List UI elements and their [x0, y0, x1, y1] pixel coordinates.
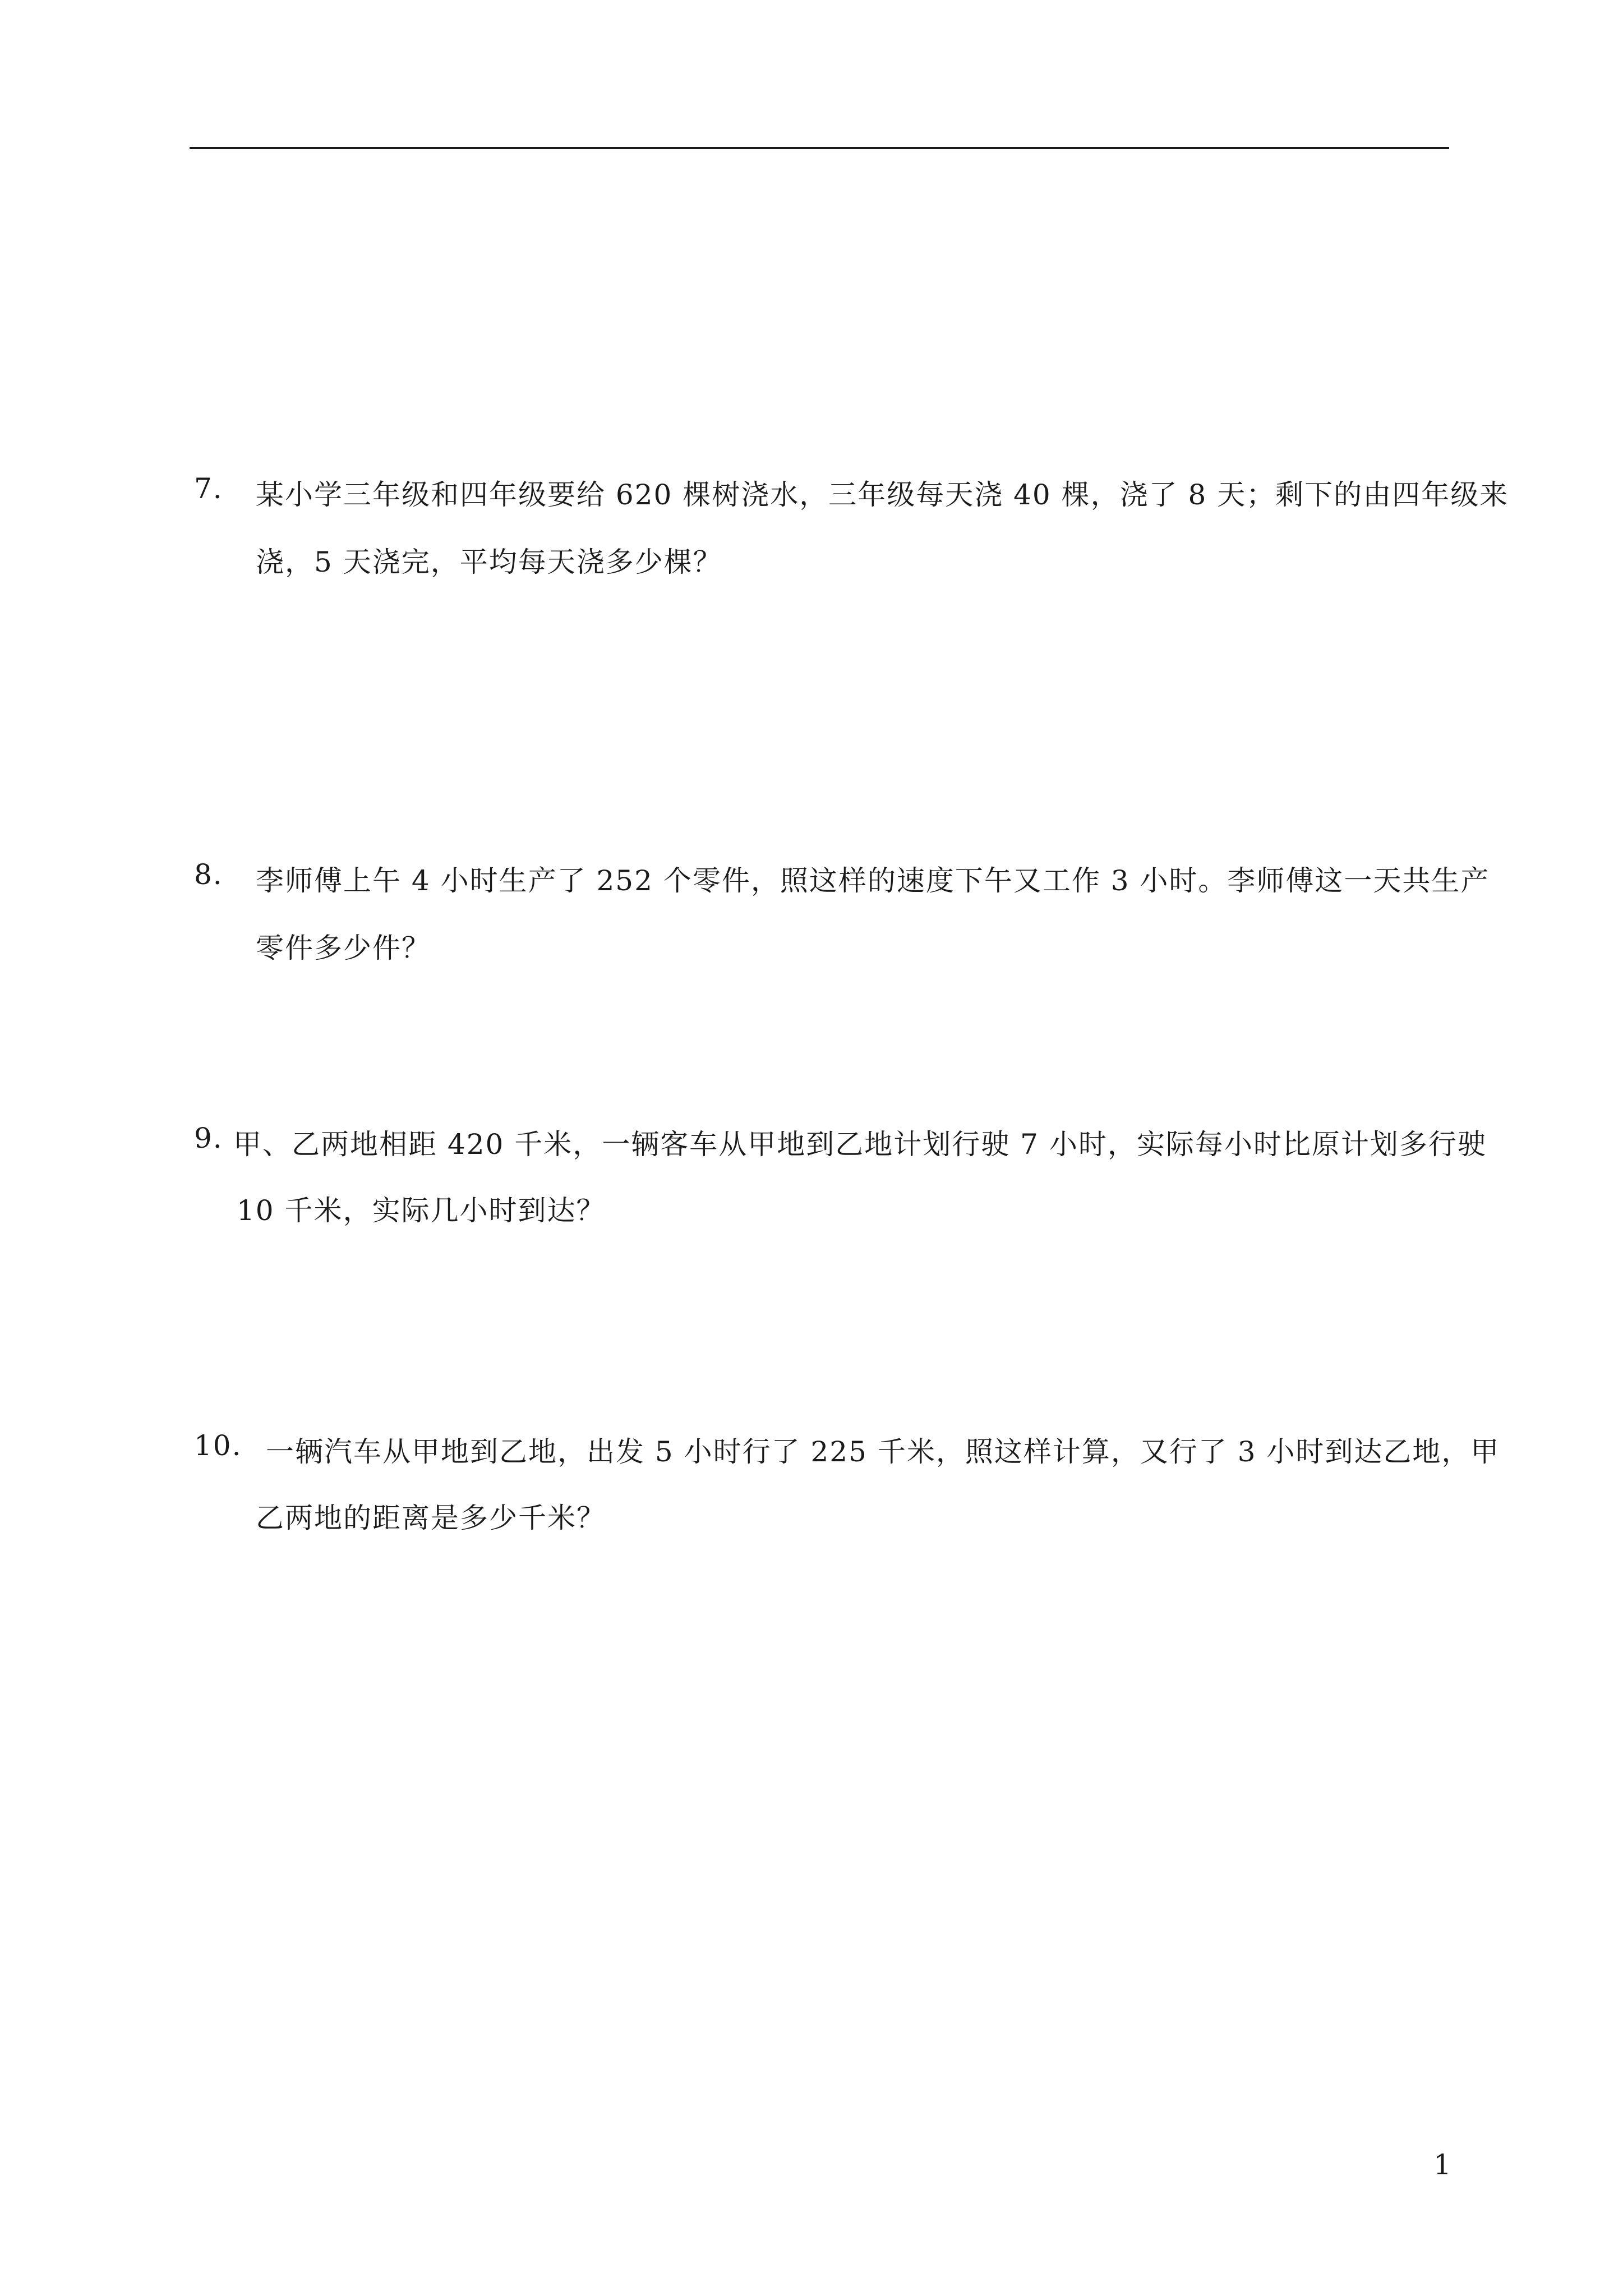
- question-text-line-2: 零件多少件？: [256, 932, 431, 964]
- question-number: 10.: [194, 1429, 242, 1462]
- question-text-line-2: 乙两地的距离是多少千米？: [256, 1502, 606, 1534]
- question-number: 9.: [194, 1122, 223, 1154]
- question-text-line-2: 10 千米，实际几小时到达？: [237, 1194, 606, 1227]
- header-rule: [190, 147, 1449, 149]
- page-number: 1: [1433, 2148, 1451, 2181]
- question-text-line-1: 某小学三年级和四年级要给 620 棵树浇水，三年级每天浇 40 棵，浇了 8 天；剩下的由四年级来: [256, 478, 1509, 511]
- question-number: 7.: [194, 472, 223, 505]
- question-text-line-1: 甲、乙两地相距 420 千米，一辆客车从甲地到乙地计划行驶 7 小时，实际每小时比原计划多行驶: [233, 1128, 1487, 1161]
- question-text-line-2: 浇，5 天浇完，平均每天浇多少棵？: [256, 546, 722, 578]
- question-text-line-1: 李师傅上午 4 小时生产了 252 个零件，照这样的速度下午又工作 3 小时。李师傅这一天共生产: [256, 864, 1490, 897]
- question-text-line-1: 一辆汽车从甲地到乙地，出发 5 小时行了 225 千米，照这样计算，又行了 3 小时到达乙地，甲: [266, 1435, 1500, 1468]
- question-number: 8.: [194, 858, 223, 891]
